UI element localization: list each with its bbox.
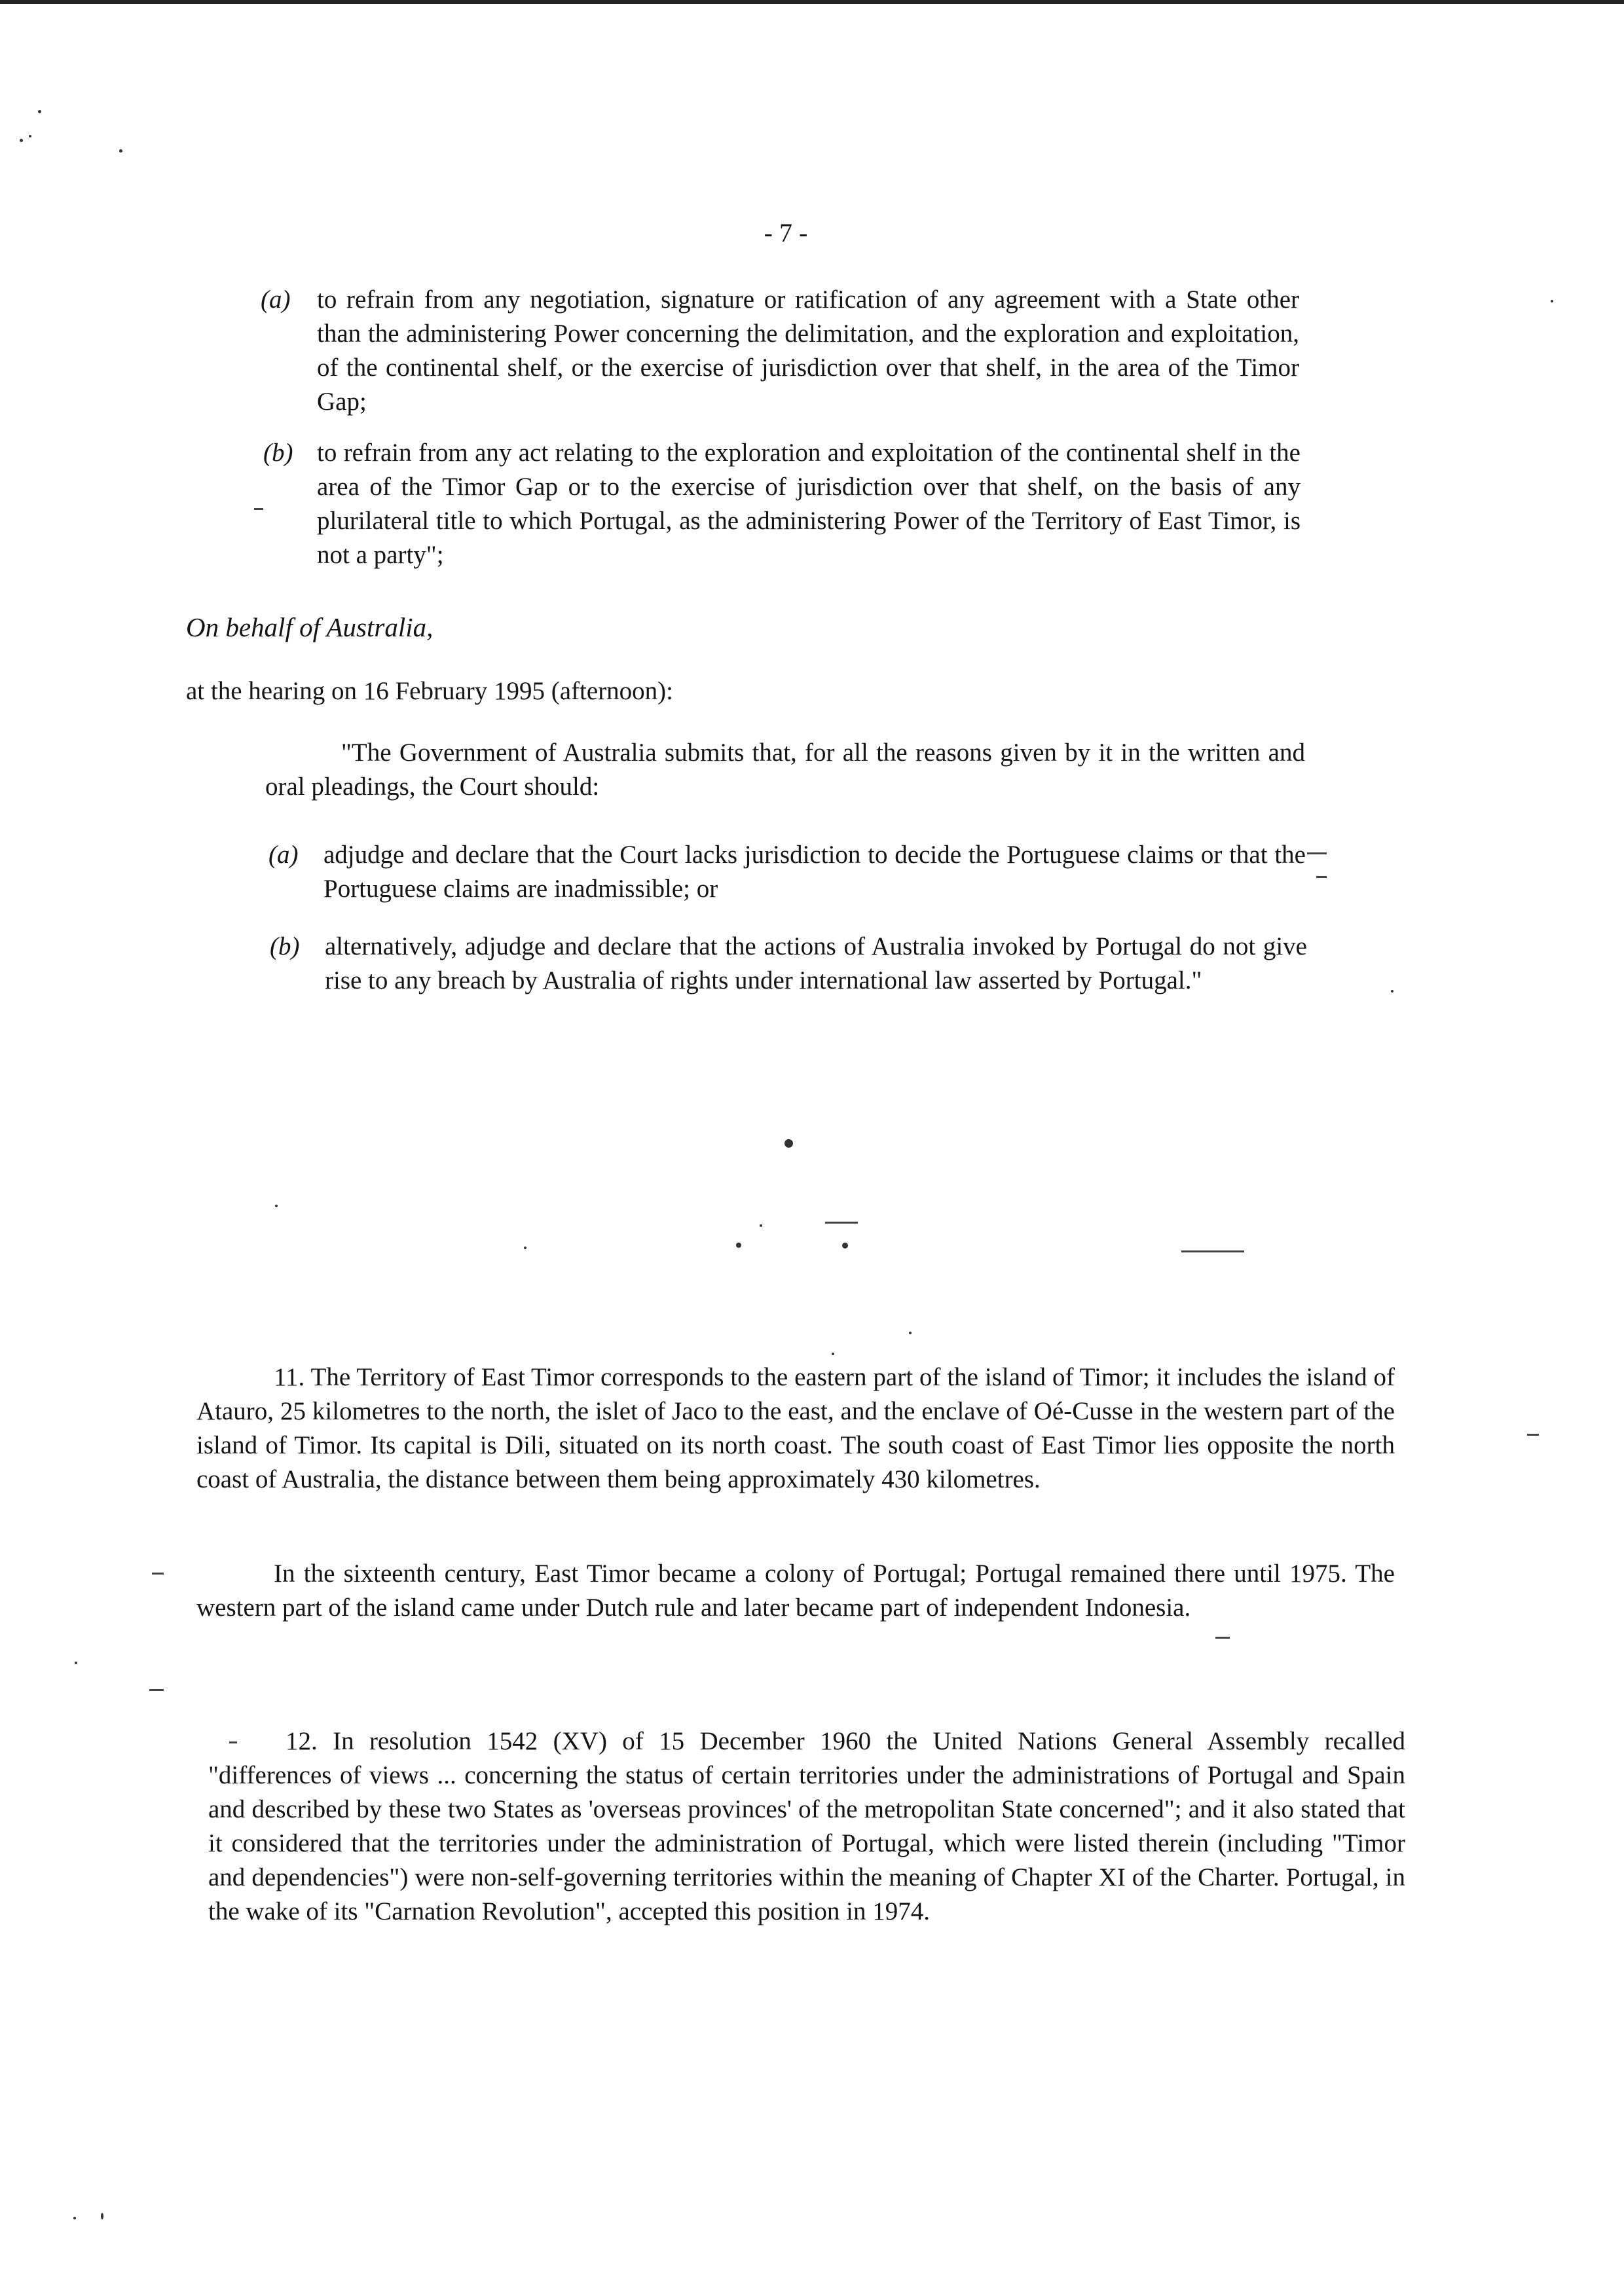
scan-speck <box>760 1224 762 1227</box>
australia-item-a <box>268 838 1310 910</box>
scan-speck <box>119 149 122 153</box>
item-label: (a) <box>261 285 291 314</box>
item-text: to refrain from any act relating to the exploration and exploitation of the continental shelf in the area of the Timor Gap or to the exercise of jurisdiction over that shelf, on the basis of any plurilateral title to which Portugal, as the administering Power of the Territory of East Timor, is not a party"; <box>317 439 1301 569</box>
page-number: - 7 - <box>764 218 808 247</box>
scan-speck <box>736 1243 741 1248</box>
scan-top-edge <box>0 0 1624 4</box>
item-text: adjudge and declare that the Court lacks jurisdiction to decide the Portuguese claims or that the Portuguese claims are inadmissible; or <box>323 841 1306 903</box>
scan-dash <box>254 508 263 510</box>
paragraph-12: 12. In resolution 1542 (XV) of 15 December 1960 the United Nations General Assembly recalled "differences of views ... concerning the status of certain territories under the administrations of Portugal and Spain and described by these two States as 'overseas provinces' of the metropolitan State concerned"; and it also stated that it considered that the territories under the administration of Portugal, which were listed therein (including "Timor and dependencies") were non-self-governing territories within the meaning of Chapter XI of the Charter. Portugal, in the wake of its "Carnation Revolution", accepted this position in 1974. <box>208 1727 1405 1925</box>
scan-dash <box>152 1573 164 1575</box>
portugal-item-a <box>261 283 1302 414</box>
scan-dash <box>1181 1250 1244 1252</box>
scan-speck <box>20 139 23 142</box>
scan-speck <box>784 1139 793 1148</box>
scan-speck <box>842 1243 848 1248</box>
scan-dash <box>1316 876 1327 878</box>
scan-speck <box>101 2213 103 2219</box>
scan-dash <box>1527 1434 1539 1436</box>
scan-speck <box>275 1205 278 1207</box>
scan-dash <box>1307 852 1327 854</box>
scan-speck <box>29 135 31 137</box>
portugal-item-b <box>263 436 1304 574</box>
australia-item-b <box>270 930 1311 1034</box>
paragraph-11-continued: In the sixteenth century, East Timor became a colony of Portugal; Portugal remained there until 1975. The western part of the island came under Dutch rule and later became part of independent Indonesia. <box>196 1559 1395 1622</box>
scan-speck <box>73 2217 76 2219</box>
scan-dash <box>229 1741 237 1743</box>
australia-intro: "The Government of Australia submits that, for all the reasons given by it in the written and oral pleadings, the Court should: <box>265 738 1305 801</box>
item-label: (b) <box>270 932 300 960</box>
scan-speck <box>1551 300 1553 302</box>
scan-dash <box>825 1222 858 1224</box>
scan-speck <box>909 1332 912 1334</box>
hearing-line: at the hearing on 16 February 1995 (afternoon): <box>186 677 674 705</box>
scan-speck <box>524 1247 526 1249</box>
scan-speck <box>832 1353 834 1355</box>
item-text: to refrain from any negotiation, signature or ratification of any agreement with a State other than the administering Power concerning the delimitation, and the exploration and exploitation, of the continental shelf, or the exercise of jurisdiction over that shelf, in the area of the Timor Gap; <box>317 285 1299 416</box>
item-text: alternatively, adjudge and declare that the actions of Australia invoked by Portugal do not give rise to any breach by Australia of rights under international law asserted by Portugal." <box>325 932 1307 994</box>
scan-speck <box>75 1662 77 1664</box>
item-label: (b) <box>263 439 293 467</box>
item-label: (a) <box>268 841 299 869</box>
scan-speck <box>38 110 41 113</box>
australia-heading: On behalf of Australia, <box>186 612 434 642</box>
scan-dash <box>1215 1637 1230 1639</box>
scan-speck <box>1391 990 1393 993</box>
paragraph-11: 11. The Territory of East Timor corresponds to the eastern part of the island of Timor; it includes the island of Atauro, 25 kilometres to the north, the islet of Jaco to the east, and the enclave of Oé-Cusse in the western part of the island of Timor. Its capital is Dili, situated on its north coast. The south coast of East Timor lies opposite the north coast of Australia, the distance between them being approximately 430 kilometres. <box>196 1363 1395 1493</box>
scan-dash <box>149 1689 164 1691</box>
